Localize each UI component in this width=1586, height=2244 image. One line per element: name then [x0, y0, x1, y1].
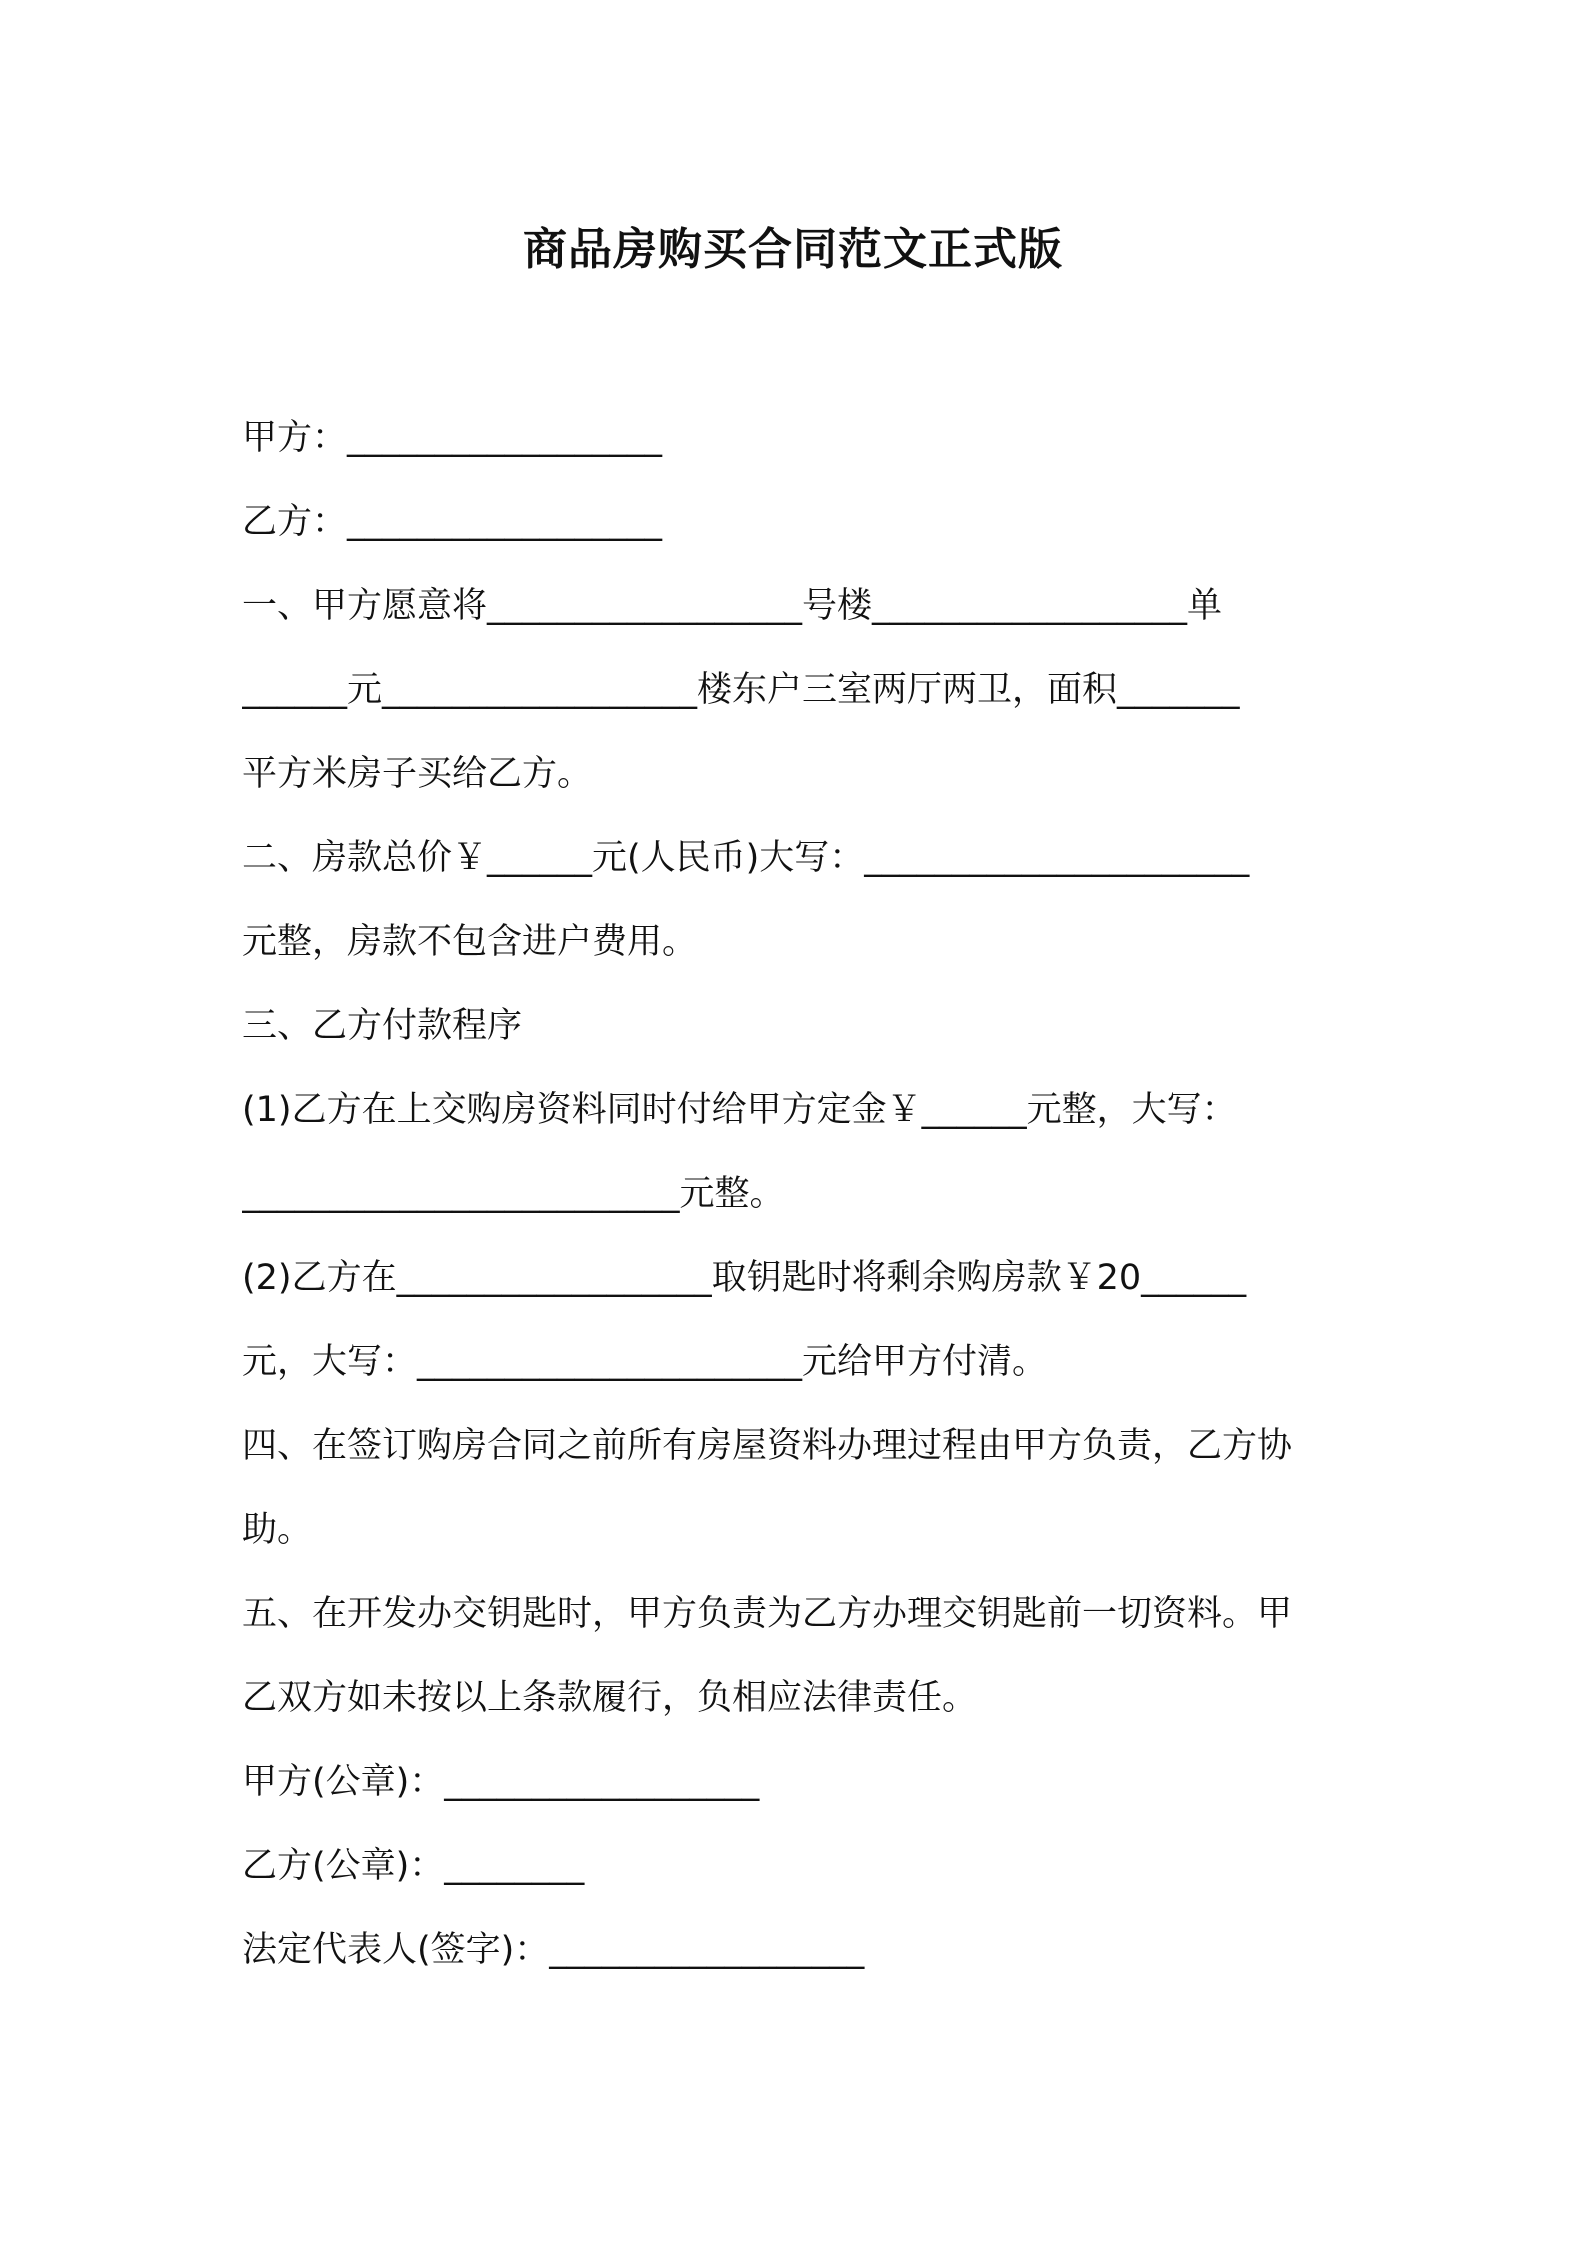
party-b-line: 乙方：__________________ [242, 502, 663, 542]
clause-5-line-2: 乙双方如未按以上条款履行，负相应法律责任。 [242, 1678, 978, 1718]
clause-3-item-2-line-1: (2)乙方在__________________取钥匙时将剩余购房款￥20______ [242, 1258, 1247, 1298]
clause-1-line-3: 平方米房子买给乙方。 [242, 754, 593, 794]
clause-1-line-2: ______元__________________楼东户三室两厅两卫，面积_______ [242, 670, 1240, 710]
party-a-line: 甲方：__________________ [242, 418, 663, 458]
clause-3-item-1-line-1: (1)乙方在上交购房资料同时付给甲方定金￥______元整，大写： [242, 1090, 1237, 1130]
party-b-seal-line: 乙方(公章)：________ [242, 1846, 585, 1886]
clause-3-item-2-line-2: 元，大写：______________________元给甲方付清。 [242, 1342, 1048, 1382]
clause-2-line-1: 二、房款总价￥______元(人民币)大写：______________________ [242, 838, 1250, 878]
clause-5-line-1: 五、在开发办交钥匙时，甲方负责为乙方办理交钥匙前一切资料。甲 [242, 1594, 1293, 1634]
clause-1-line-1: 一、甲方愿意将__________________号楼__________________单 [242, 586, 1223, 626]
document-title: 商品房购买合同范文正式版 [523, 224, 1063, 275]
party-a-seal-line: 甲方(公章)：__________________ [242, 1762, 760, 1802]
clause-4-line-1: 四、在签订购房合同之前所有房屋资料办理过程由甲方负责，乙方协 [242, 1426, 1293, 1466]
legal-representative-signature-line: 法定代表人(签字)：__________________ [242, 1930, 865, 1970]
clause-3-item-1-line-2: _________________________元整。 [242, 1174, 785, 1214]
contract-body [242, 396, 1362, 1992]
clause-2-line-2: 元整，房款不包含进户费用。 [242, 922, 698, 962]
clause-4-line-2: 助。 [242, 1510, 313, 1550]
clause-3-heading: 三、乙方付款程序 [242, 1006, 523, 1046]
